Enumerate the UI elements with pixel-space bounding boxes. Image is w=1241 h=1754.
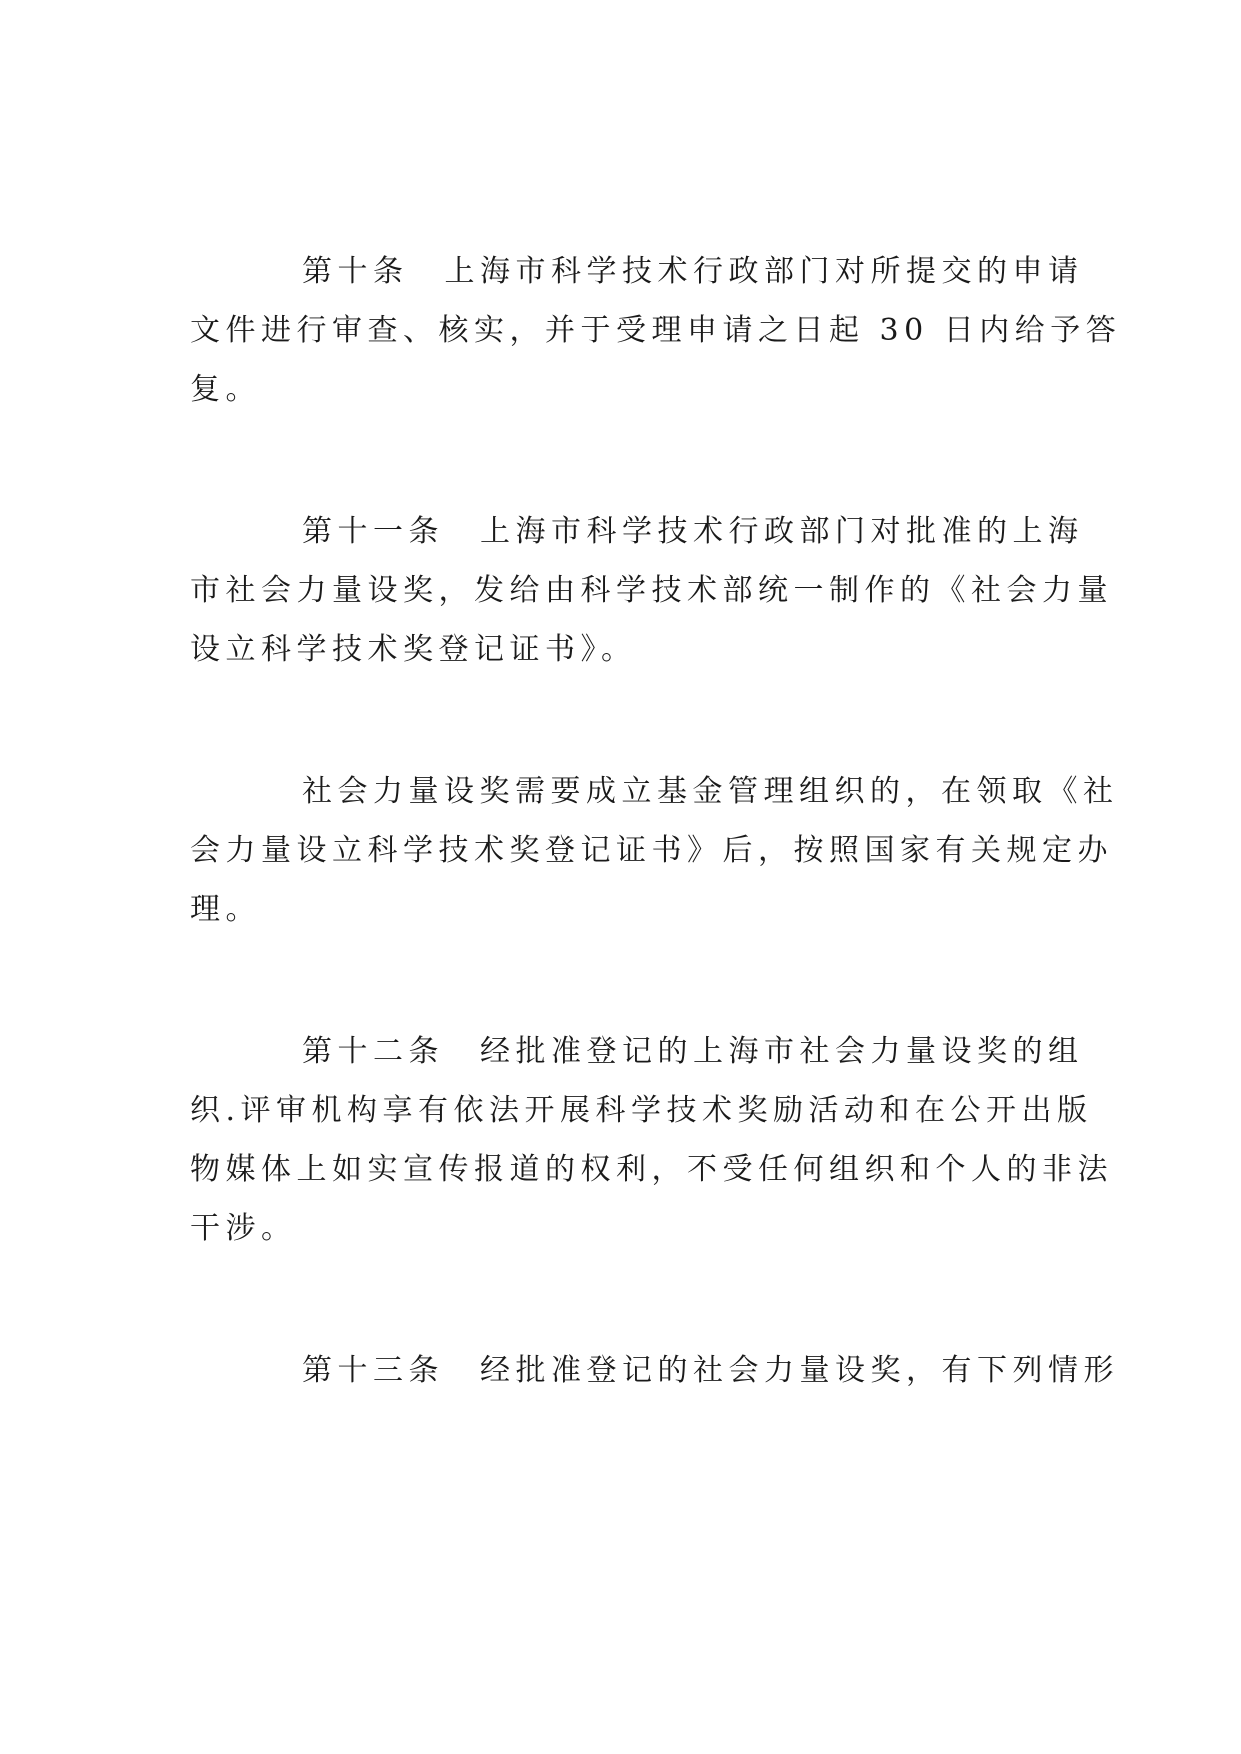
paragraph-line: 上海市科学技术行政部门对批准的上海 <box>480 514 1084 549</box>
article-number: 第十一条 <box>302 514 444 549</box>
paragraph-line: 上海市科学技术行政部门对所提交的申请 <box>444 254 1084 289</box>
paragraph-line: 市社会力量设奖，发给由科学技术部统一制作的《社会力量 <box>190 573 1113 608</box>
paragraph-article-12 <box>190 1022 1113 1258</box>
paragraph-article-11 <box>190 502 1113 679</box>
paragraph-line: 社会力量设奖需要成立基金管理组织的，在领取《社 <box>302 774 1119 809</box>
paragraph-line: 干涉。 <box>190 1211 297 1246</box>
paragraph-article-13 <box>190 1341 1119 1400</box>
paragraph-line: 会力量设立科学技术奖登记证书》后，按照国家有关规定办 <box>190 833 1113 868</box>
paragraph-line: 理。 <box>190 892 261 927</box>
paragraph-article-11-continued <box>190 762 1119 939</box>
paragraph-line: 复。 <box>190 372 261 407</box>
paragraph-article-10 <box>190 242 1122 419</box>
paragraph-line: 经批准登记的上海市社会力量设奖的组 <box>480 1034 1084 1069</box>
article-number: 第十三条 <box>302 1353 444 1388</box>
article-number: 第十条 <box>302 254 409 289</box>
paragraph-line: 织.评审机构享有依法开展科学技术奖励活动和在公开出版 <box>190 1093 1093 1128</box>
paragraph-line: 设立科学技术奖登记证书》。 <box>190 632 637 667</box>
article-number: 第十二条 <box>302 1034 444 1069</box>
paragraph-line: 经批准登记的社会力量设奖，有下列情形 <box>480 1353 1119 1388</box>
paragraph-line: 文件进行审查、核实，并于受理申请之日起 30 日内给予答 <box>190 313 1122 348</box>
paragraph-line: 物媒体上如实宣传报道的权利，不受任何组织和个人的非法 <box>190 1152 1113 1187</box>
